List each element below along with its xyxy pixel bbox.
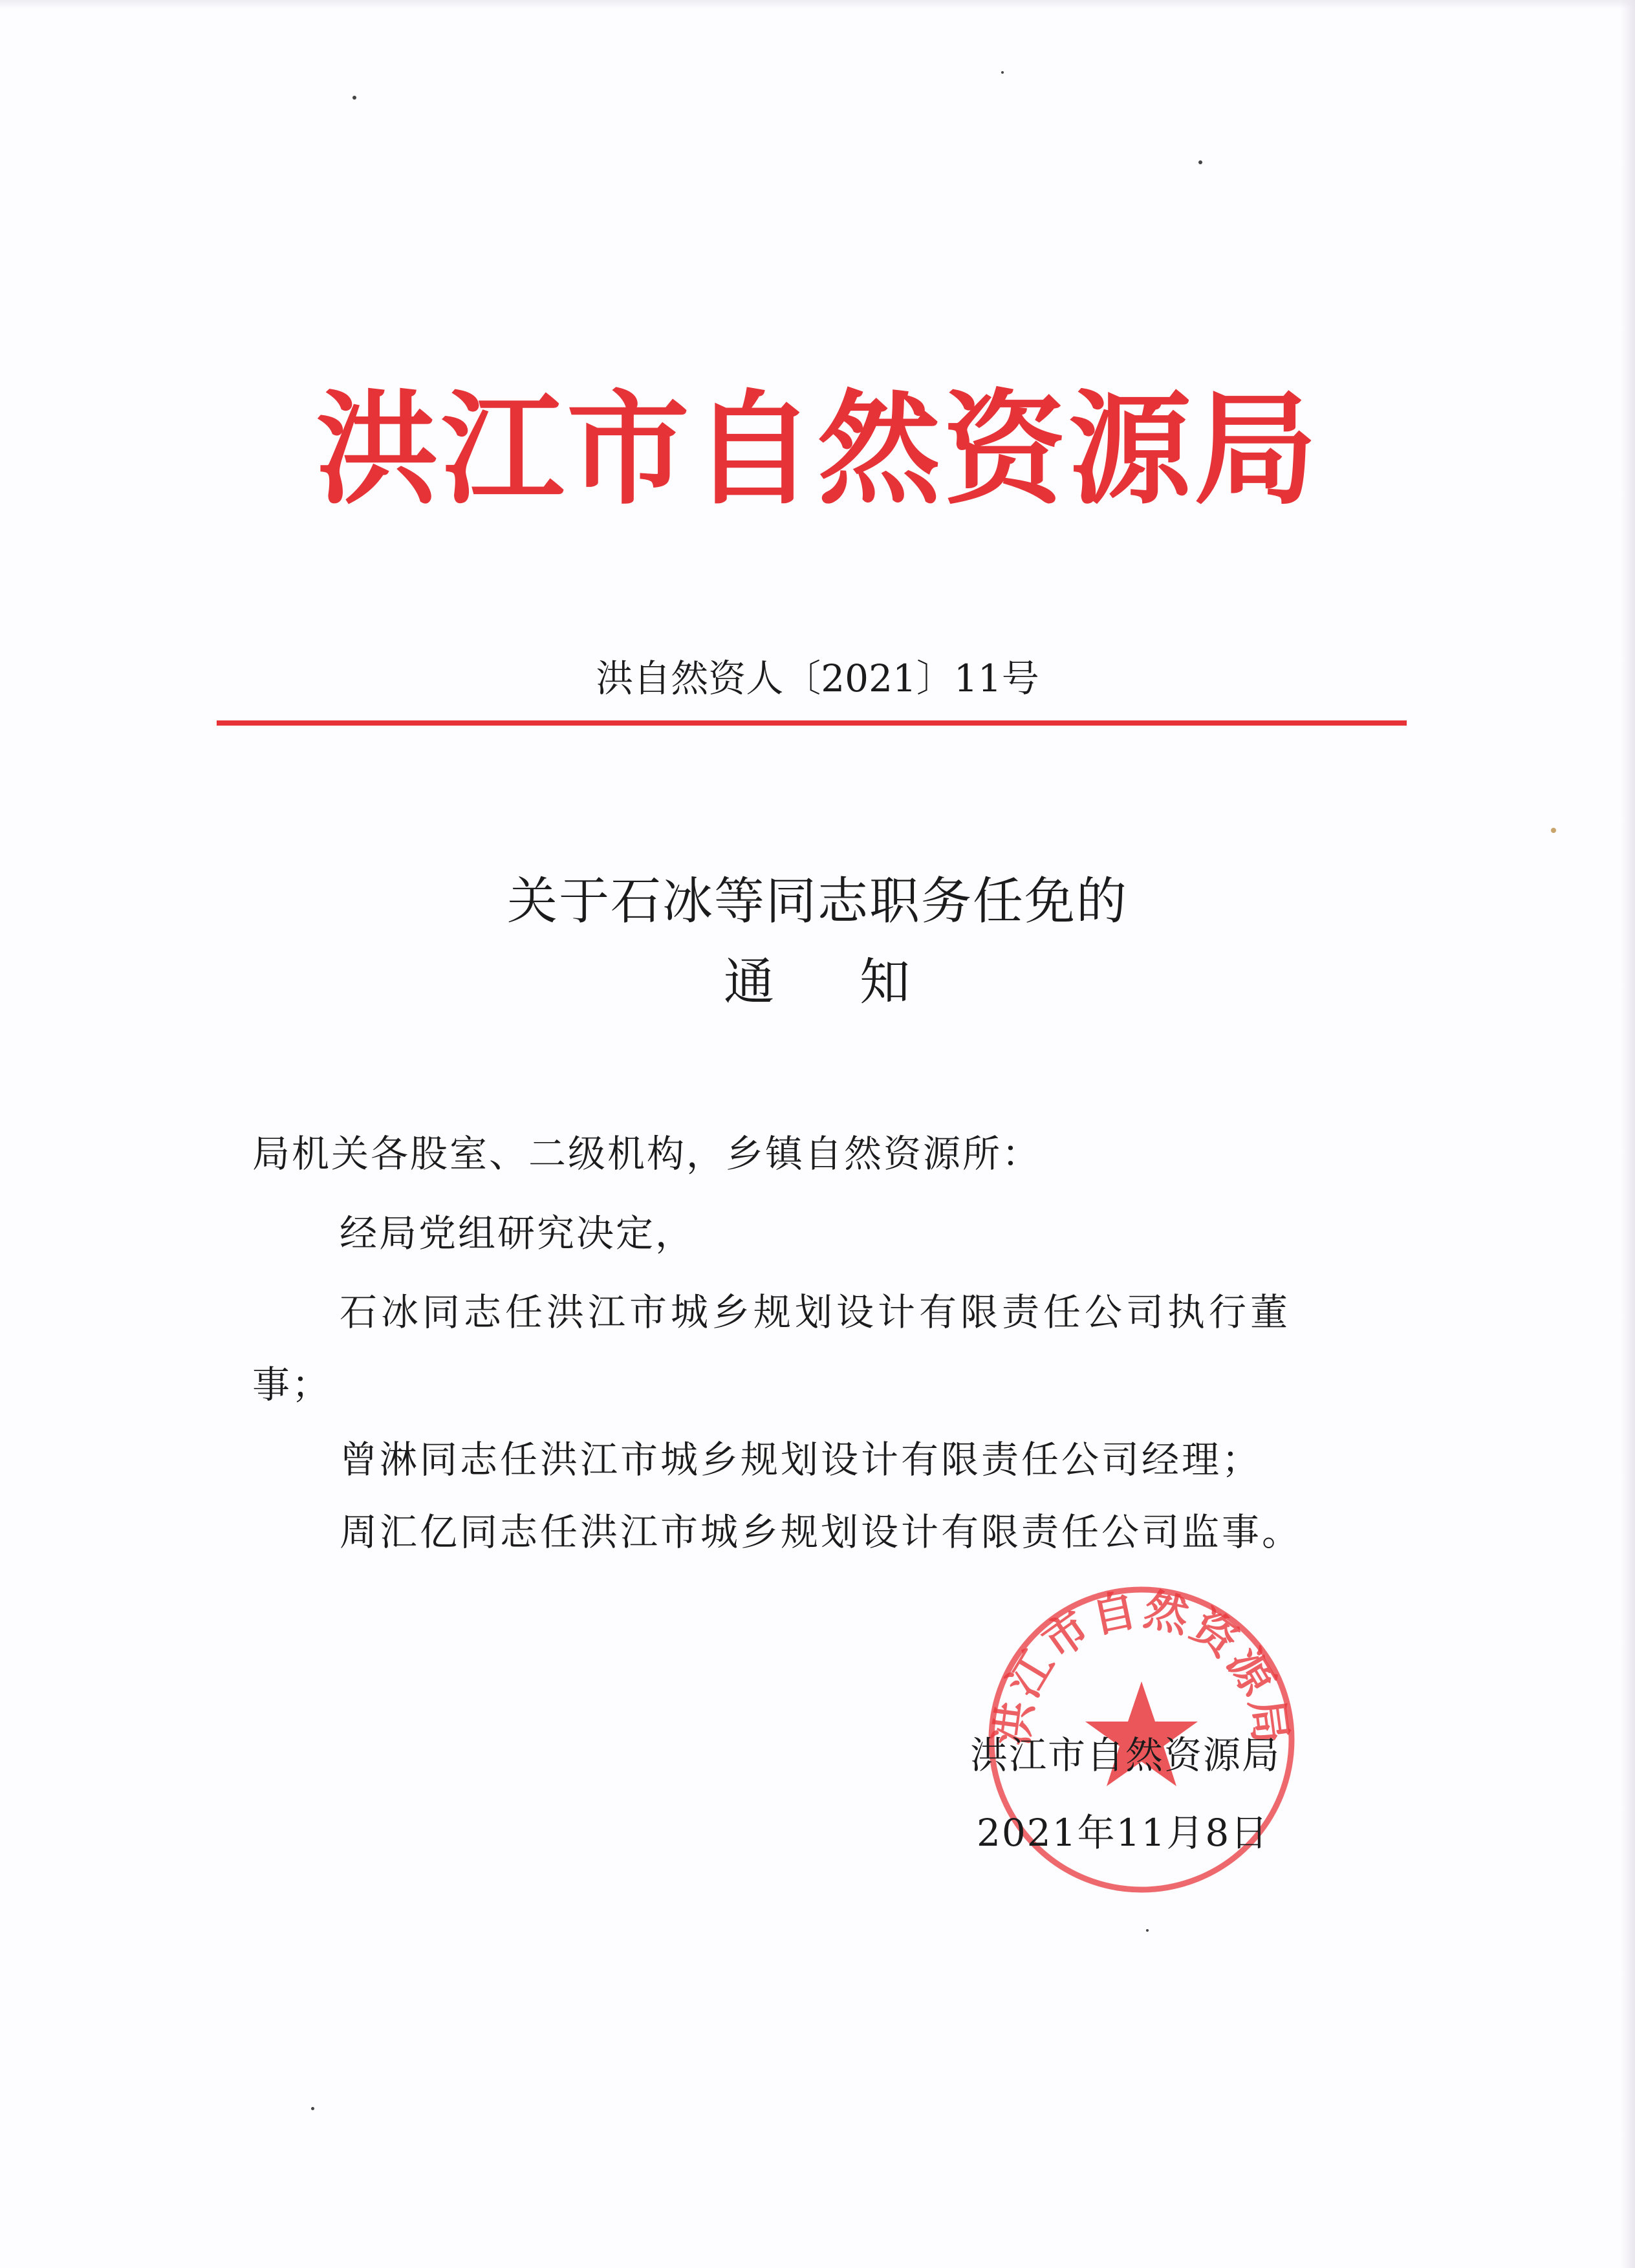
scan-speck	[1551, 828, 1556, 833]
body-paragraph-continuation: 事；	[252, 1363, 332, 1407]
body-paragraph: 石冰同志任洪江市城乡规划设计有限责任公司执行董	[340, 1290, 1292, 1334]
scan-speck	[1198, 160, 1202, 164]
scan-speck	[352, 96, 356, 100]
scan-speck	[311, 2107, 314, 2110]
body-paragraph: 曾淋同志任洪江市城乡规划设计有限责任公司经理；	[340, 1438, 1262, 1482]
issuing-org-title: 洪江市自然资源局	[315, 377, 1319, 521]
signature-org: 洪江市自然资源局	[970, 1733, 1281, 1777]
notice-title-char: 知	[860, 953, 912, 1011]
notice-title: 关于石冰等同志职务任免的	[506, 872, 1128, 931]
notice-title-char: 通	[723, 953, 775, 1011]
red-divider-line	[217, 720, 1407, 726]
scan-speck	[1001, 71, 1004, 74]
scan-edge-right	[1621, 0, 1635, 2268]
salutation: 局机关各股室、二级机构，乡镇自然资源所：	[252, 1132, 1042, 1176]
scan-edge-top	[0, 0, 1635, 9]
scan-speck	[1146, 1929, 1149, 1932]
body-paragraph: 经局党组研究决定，	[340, 1211, 695, 1255]
notice-title-line2	[0, 953, 1635, 1011]
signature-date: 2021年11月8日	[977, 1811, 1270, 1855]
document-number: 洪自然资人〔2021〕11号	[596, 656, 1039, 700]
seal-text: 洪江市自然资源局	[986, 1583, 1297, 1749]
body-paragraph: 周汇亿同志任洪江市城乡规划设计有限责任公司监事。	[340, 1510, 1303, 1554]
